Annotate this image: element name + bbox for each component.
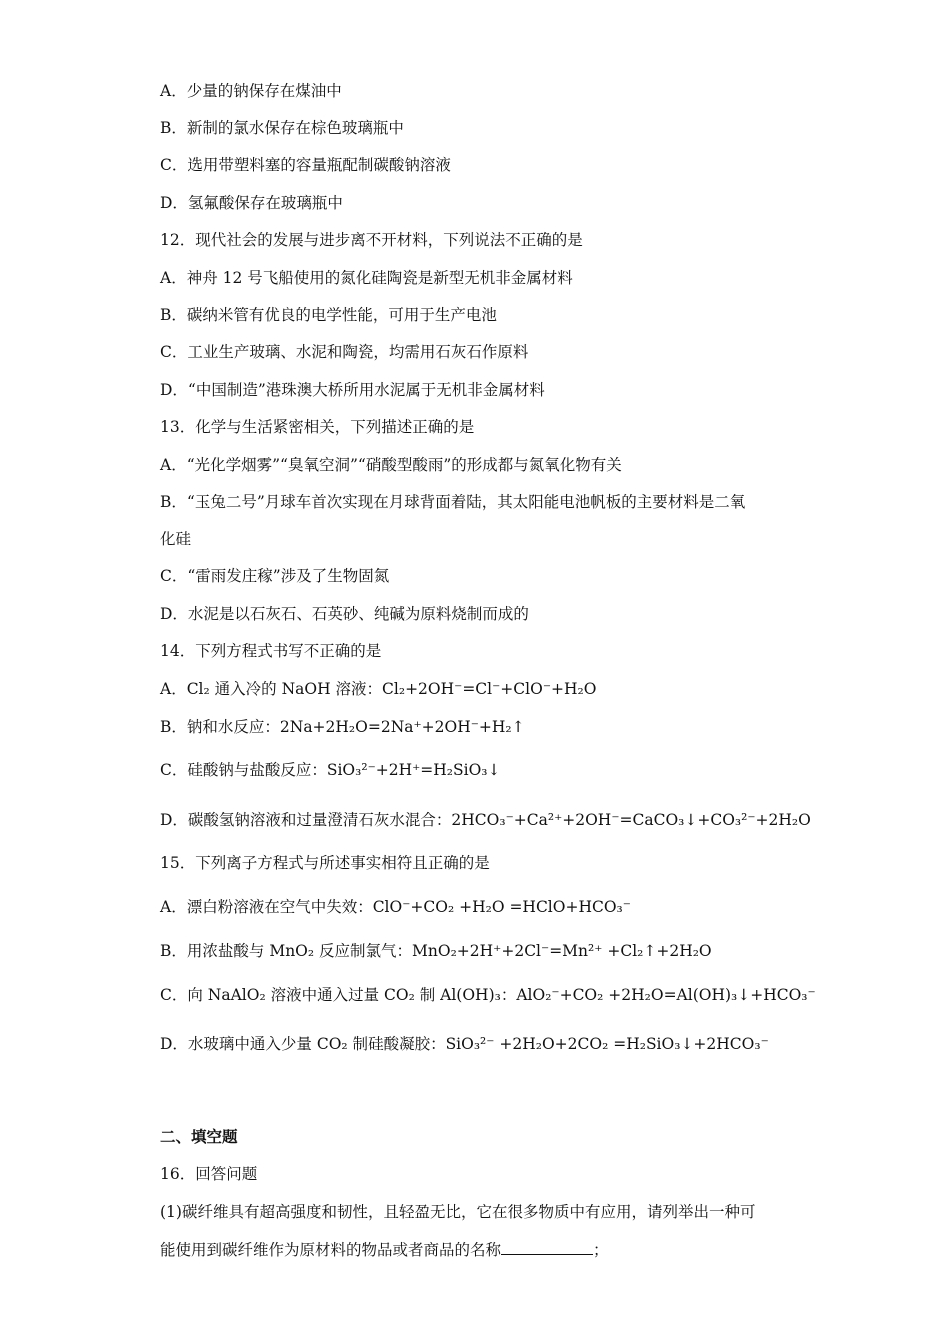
option-13b-cont: 化硅 bbox=[160, 530, 192, 548]
option-15c: C．向 NaAlO₂ 溶液中通入过量 CO₂ 制 Al(OH)₃：AlO₂⁻+CO₂ +2H₂O=Al(OH)₃↓+HCO₃⁻ bbox=[160, 986, 816, 1004]
option-12d: D．“中国制造”港珠澳大桥所用水泥属于无机非金属材料 bbox=[160, 381, 545, 399]
question-15: 15．下列离子方程式与所述事实相符且正确的是 bbox=[160, 854, 490, 872]
option-12a: A．神舟 12 号飞船使用的氮化硅陶瓷是新型无机非金属材料 bbox=[160, 269, 573, 287]
question-13: 13．化学与生活紧密相关，下列描述正确的是 bbox=[160, 418, 475, 436]
option-13c: C．“雷雨发庄稼”涉及了生物固氮 bbox=[160, 567, 390, 585]
option-13b: B．“玉兔二号”月球车首次实现在月球背面着陆，其太阳能电池帆板的主要材料是二氧 bbox=[160, 493, 746, 511]
option-14d: D．碳酸氢钠溶液和过量澄清石灰水混合：2HCO₃⁻+Ca²⁺+2OH⁻=CaCO₃↓+CO₃²⁻+2H₂O bbox=[160, 811, 811, 829]
option-15d: D．水玻璃中通入少量 CO₂ 制硅酸凝胶：SiO₃²⁻ +2H₂O+2CO₂ =H₂SiO₃↓+2HCO₃⁻ bbox=[160, 1035, 769, 1053]
option-13a: A．“光化学烟雾”“臭氧空洞”“硝酸型酸雨”的形成都与氮氧化物有关 bbox=[160, 456, 622, 474]
option-13d: D．水泥是以石灰石、石英砂、纯碱为原料烧制而成的 bbox=[160, 605, 529, 623]
question-16-part1-text: 能使用到碳纤维作为原材料的物品或者商品的名称 bbox=[160, 1241, 502, 1259]
option-12c: C．工业生产玻璃、水泥和陶瓷，均需用石灰石作原料 bbox=[160, 343, 529, 361]
option-14b: B．钠和水反应：2Na+2H₂O=2Na⁺+2OH⁻+H₂↑ bbox=[160, 718, 525, 736]
option-15b: B．用浓盐酸与 MnO₂ 反应制氯气：MnO₂+2H⁺+2Cl⁻=Mn²⁺ +Cl₂↑+2H₂O bbox=[160, 942, 712, 960]
question-12: 12．现代社会的发展与进步离不开材料，下列说法不正确的是 bbox=[160, 231, 583, 249]
question-16: 16．回答问题 bbox=[160, 1165, 258, 1183]
option-11b: B．新制的氯水保存在棕色玻璃瓶中 bbox=[160, 119, 404, 137]
option-11c: C．选用带塑料塞的容量瓶配制碳酸钠溶液 bbox=[160, 156, 451, 174]
section-heading: 二、填空题 bbox=[160, 1127, 238, 1146]
question-14: 14．下列方程式书写不正确的是 bbox=[160, 642, 382, 660]
option-15a: A．漂白粉溶液在空气中失效：ClO⁻+CO₂ +H₂O =HClO+HCO₃⁻ bbox=[160, 898, 631, 916]
option-12b: B．碳纳米管有优良的电学性能，可用于生产电池 bbox=[160, 306, 497, 324]
question-16-part1: (1)碳纤维具有超高强度和韧性，且轻盈无比，它在很多物质中有应用，请列举出一种可 bbox=[160, 1203, 756, 1221]
option-14a: A．Cl₂ 通入冷的 NaOH 溶液：Cl₂+2OH⁻=Cl⁻+ClO⁻+H₂O bbox=[160, 680, 597, 698]
question-16-part1-cont bbox=[160, 1240, 609, 1260]
option-11d: D．氢氟酸保存在玻璃瓶中 bbox=[160, 194, 343, 212]
answer-blank[interactable] bbox=[501, 1240, 593, 1255]
option-11a: A．少量的钠保存在煤油中 bbox=[160, 82, 342, 100]
question-16-part1-end: ； bbox=[593, 1241, 609, 1259]
option-14c: C．硅酸钠与盐酸反应：SiO₃²⁻+2H⁺=H₂SiO₃↓ bbox=[160, 761, 501, 779]
